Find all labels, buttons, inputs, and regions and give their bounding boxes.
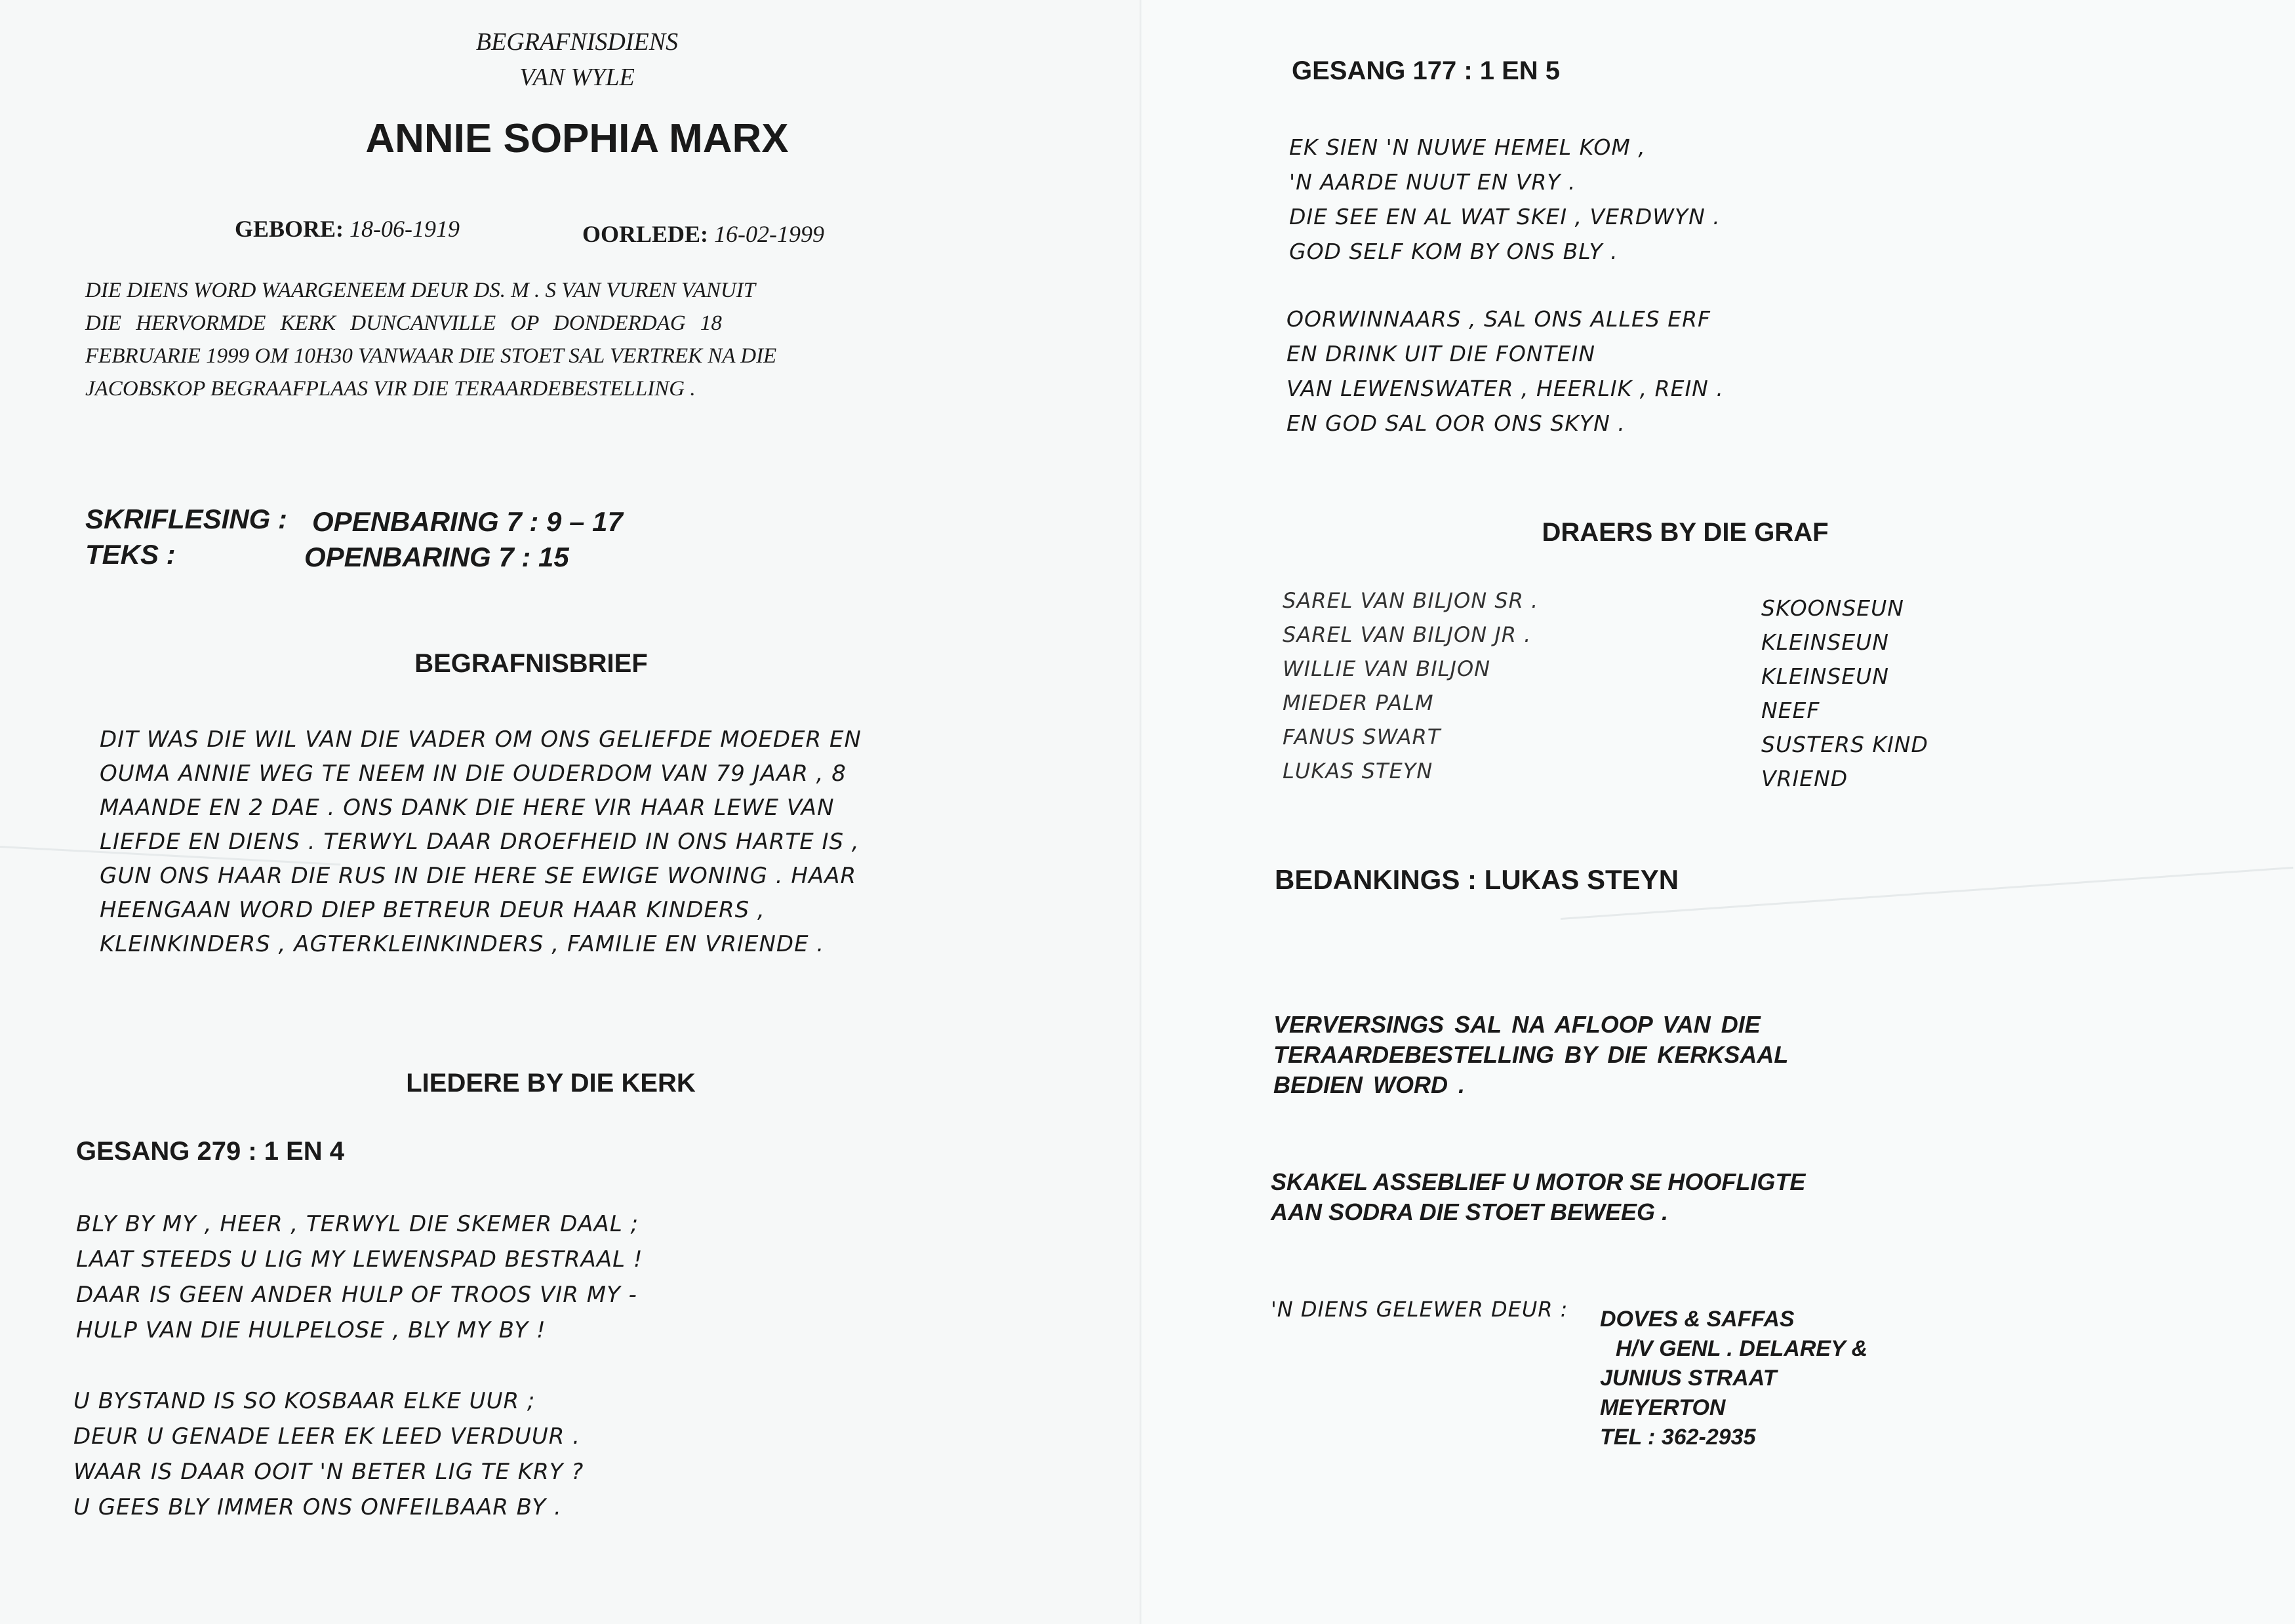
service-line: JACOBSKOP BEGRAAFPLAAS VIR DIE TERAARDEBESTELLING . [85, 377, 696, 401]
bearers-names [1283, 584, 1538, 788]
thanks-line: BEDANKINGS : LUKAS STEYN [1275, 864, 1679, 895]
born-label: GEBORE: [235, 216, 344, 242]
bearer-relation: VRIEND [1761, 766, 1848, 791]
letter-heading: BEGRAFNISBRIEF [414, 649, 648, 678]
service-line: DIE HERVORMDE KERK DUNCANVILLE OP DONDERDAG 18 [85, 311, 722, 335]
hymn-line: U GEES BLY IMMER ONS ONFEILBAAR BY . [73, 1494, 562, 1520]
hymn-line: DAAR IS GEEN ANDER HULP OF TROOS VIR MY - [76, 1282, 637, 1308]
headlights-line: SKAKEL ASSEBLIEF U MOTOR SE HOOFLIGTE [1271, 1168, 1806, 1195]
reading-value: OPENBARING 7 : 9 – 17 [312, 506, 623, 537]
born-date: 18-06-1919 [349, 216, 460, 242]
hymn-line: LAAT STEEDS U LIG MY LEWENSPAD BESTRAAL ! [76, 1246, 643, 1273]
hymn-line: 'N AARDE NUUT EN VRY . [1289, 169, 1576, 195]
hymn-177-verse-1 [1289, 130, 1721, 269]
songs-heading: LIEDERE BY DIE KERK [406, 1069, 696, 1098]
hymn-line: EN GOD SAL OOR ONS SKYN . [1287, 410, 1626, 436]
hymn-line: OORWINNAARS , SAL ONS ALLES ERF [1287, 306, 1711, 332]
hymn-279-verse-2 [73, 1383, 584, 1525]
hymn-line: DEUR U GENADE LEER EK LEED VERDUUR . [73, 1423, 581, 1450]
service-line: DIE DIENS WORD WAARGENEEM DEUR DS. M . S VAN VUREN VANUIT [85, 279, 756, 302]
reading-label: SKRIFLESING : [85, 504, 288, 534]
bearer-name: MIEDER PALM [1283, 690, 1434, 715]
header-line-2: VAN WYLE [519, 64, 635, 91]
headlights-paragraph [1271, 1167, 1805, 1227]
letter-line: KLEINKINDERS , AGTERKLEINKINDERS , FAMILIE EN VRIENDE . [100, 931, 825, 957]
provider-line: TEL : 362-2935 [1600, 1425, 1756, 1450]
bearers-relations [1761, 591, 1928, 796]
service-line: FEBRUARIE 1999 OM 10H30 VANWAAR DIE STOET SAL VERTREK NA DIE [85, 344, 777, 368]
letter-line: LIEFDE EN DIENS . TERWYL DAAR DROEFHEID IN ONS HARTE IS , [100, 829, 860, 855]
left-page [0, 0, 1141, 1624]
bearer-name: SAREL VAN BILJON JR . [1283, 622, 1532, 647]
hymn-279-title: GESANG 279 : 1 EN 4 [76, 1137, 345, 1166]
letter-line: HEENGAAN WORD DIEP BETREUR DEUR HAAR KINDERS , [100, 897, 765, 923]
letter-line: DIT WAS DIE WIL VAN DIE VADER OM ONS GELIEFDE MOEDER EN [100, 726, 862, 753]
hymn-line: EK SIEN 'N NUWE HEMEL KOM , [1289, 134, 1646, 160]
letter-line: GUN ONS HAAR DIE RUS IN DIE HERE SE EWIGE WONING . HAAR [100, 863, 857, 889]
text-value: OPENBARING 7 : 15 [304, 542, 569, 572]
headlights-line: AAN SODRA DIE STOET BEWEEG . [1271, 1198, 1669, 1225]
born-row [235, 215, 460, 243]
hymn-line: BLY BY MY , HEER , TERWYL DIE SKEMER DAAL ; [76, 1211, 639, 1237]
bearer-relation: KLEINSEUN [1761, 629, 1889, 655]
text-label: TEKS : [85, 539, 176, 570]
bearer-relation: SKOONSEUN [1761, 595, 1904, 621]
service-paragraph [85, 274, 984, 405]
hymn-line: HULP VAN DIE HULPELOSE , BLY MY BY ! [76, 1317, 546, 1343]
provider-line: MEYERTON [1600, 1395, 1726, 1420]
bearer-name: WILLIE VAN BILJON [1283, 656, 1491, 681]
bearer-name: FANUS SWART [1283, 724, 1441, 749]
service-by-label: 'N DIENS GELEWER DEUR : [1271, 1297, 1568, 1322]
refreshments-paragraph [1273, 1010, 1788, 1100]
hymn-line: VAN LEWENSWATER , HEERLIK , REIN . [1287, 376, 1724, 401]
hymn-line: U BYSTAND IS SO KOSBAAR ELKE UUR ; [73, 1388, 536, 1414]
provider-block [1600, 1305, 1867, 1452]
page-fold [1140, 0, 1142, 1624]
refreshments-line: TERAARDEBESTELLING BY DIE KERKSAAL [1273, 1041, 1789, 1068]
letter-line: MAANDE EN 2 DAE . ONS DANK DIE HERE VIR HAAR LEWE VAN [100, 795, 835, 821]
deceased-name: ANNIE SOPHIA MARX [365, 116, 789, 161]
hymn-line: WAAR IS DAAR OOIT 'N BETER LIG TE KRY ? [73, 1459, 584, 1485]
letter-paragraph [100, 723, 862, 961]
refreshments-line: VERVERSINGS SAL NA AFLOOP VAN DIE [1273, 1011, 1761, 1038]
right-page [1141, 0, 2295, 1624]
bearer-relation: KLEINSEUN [1761, 663, 1889, 689]
provider-line: DOVES & SAFFAS [1600, 1307, 1795, 1332]
died-date: 16-02-1999 [714, 221, 825, 247]
bearers-heading: DRAERS BY DIE GRAF [1542, 518, 1829, 547]
hymn-line: GOD SELF KOM BY ONS BLY . [1289, 239, 1618, 264]
died-label: OORLEDE: [582, 221, 709, 247]
letter-line: OUMA ANNIE WEG TE NEEM IN DIE OUDERDOM VAN 79 JAAR , 8 [100, 761, 847, 787]
hymn-279-verse-1 [76, 1206, 643, 1348]
bearer-name: SAREL VAN BILJON SR . [1283, 588, 1539, 613]
provider-line: H/V GENL . DELAREY & [1616, 1336, 1868, 1361]
died-row [582, 220, 824, 248]
hymn-line: DIE SEE EN AL WAT SKEI , VERDWYN . [1289, 204, 1721, 229]
provider-line: JUNIUS STRAAT [1600, 1366, 1777, 1391]
hymn-177-title: GESANG 177 : 1 EN 5 [1292, 56, 1561, 85]
hymn-177-verse-2 [1287, 302, 1724, 441]
bearer-relation: NEEF [1761, 698, 1820, 723]
hymn-line: EN DRINK UIT DIE FONTEIN [1287, 341, 1595, 366]
refreshments-line: BEDIEN WORD . [1273, 1071, 1466, 1098]
bearer-relation: SUSTERS KIND [1761, 732, 1928, 757]
bearer-name: LUKAS STEYN [1283, 759, 1433, 783]
header-line-1: BEGRAFNISDIENS [475, 28, 679, 56]
